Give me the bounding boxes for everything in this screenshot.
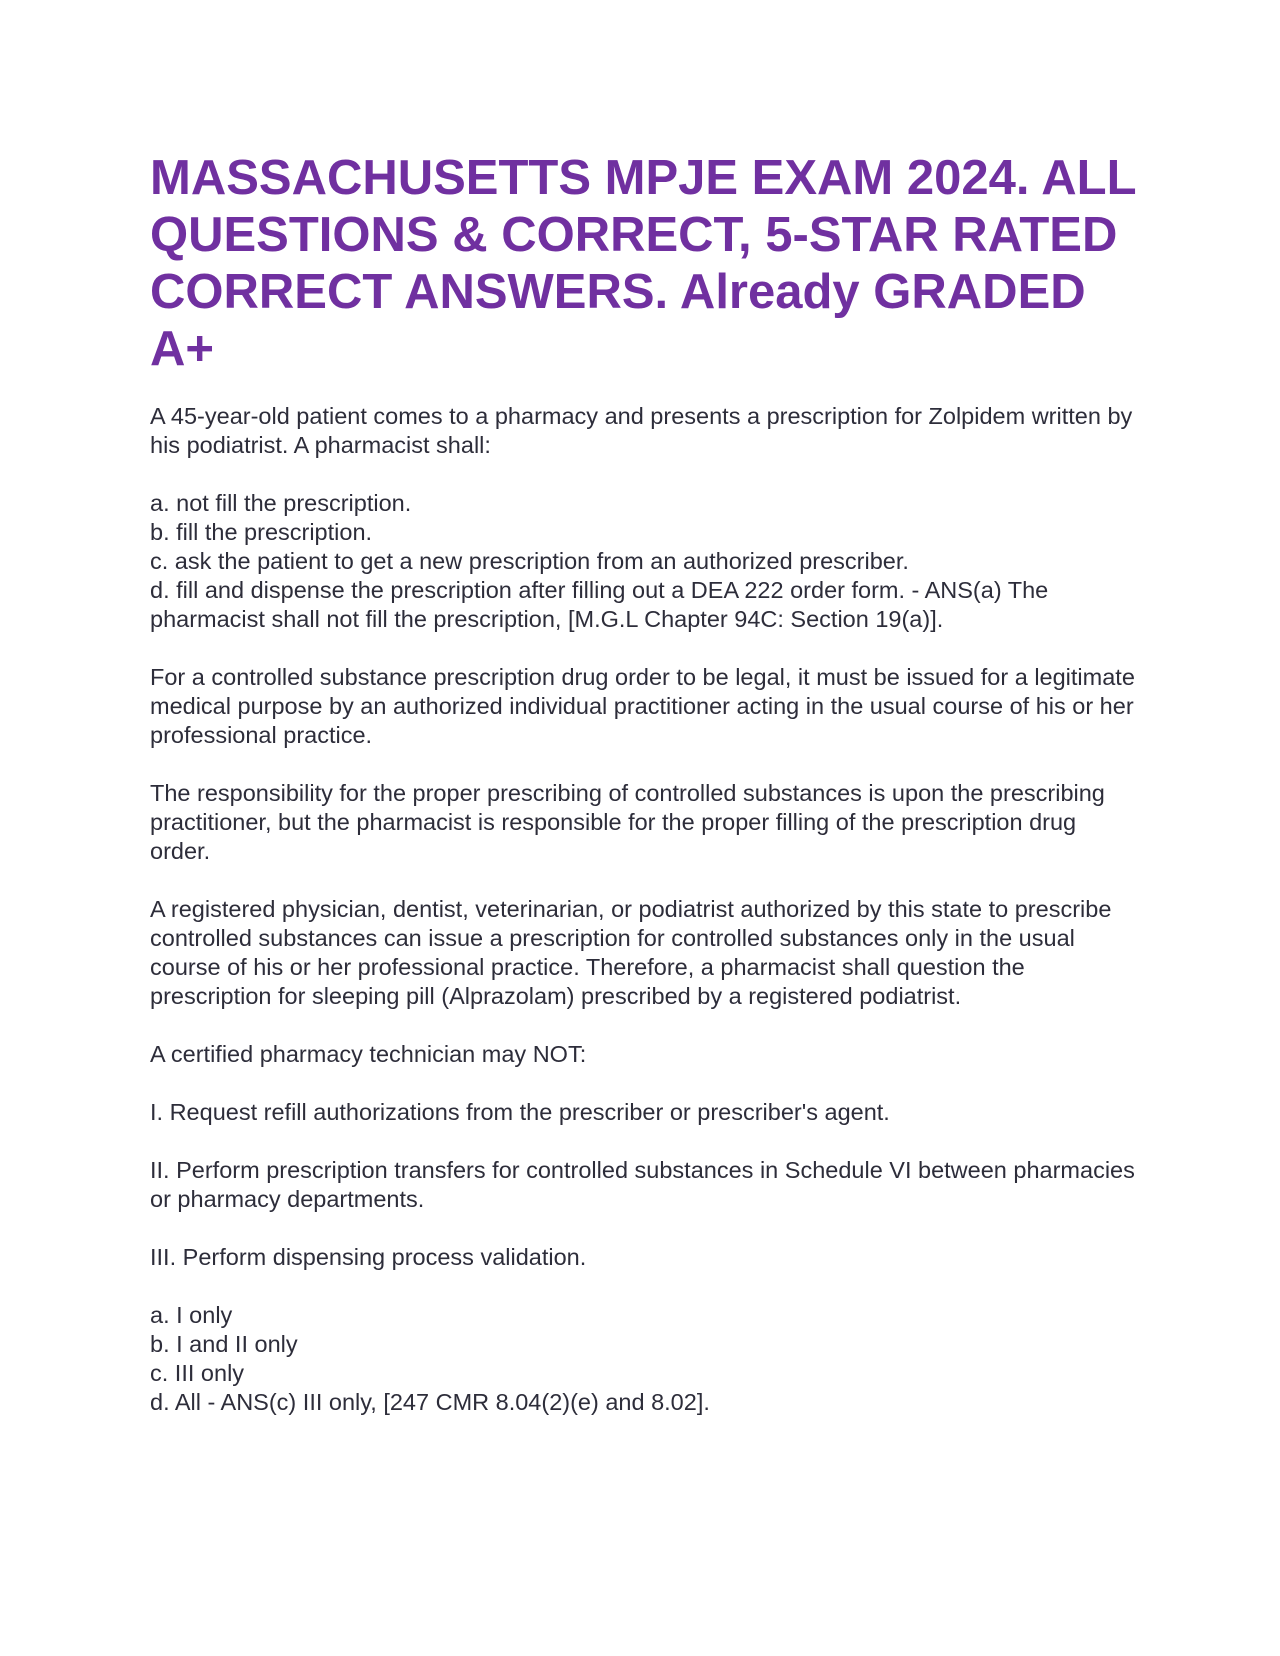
question-1-option-b: b. fill the prescription.: [150, 519, 373, 545]
document-body: [150, 402, 1140, 1417]
explanation-paragraph-2: The responsibility for the proper prescribing of controlled substances is upon the prescribing practitioner, but the pharmacist is responsible for the proper filling of the prescription drug order.: [150, 780, 1105, 864]
question-2-item-1: I. Request refill authorizations from the prescriber or prescriber's agent.: [150, 1099, 890, 1125]
question-1-option-c: c. ask the patient to get a new prescription from an authorized prescriber.: [150, 548, 909, 574]
question-1-options: [150, 489, 1140, 634]
explanation-paragraph-3: A registered physician, dentist, veterinarian, or podiatrist authorized by this state to prescribe controlled substances can issue a prescription for controlled substances only in the usual course of his or her professional practice. Therefore, a pharmacist shall question the prescription for sleeping pill (Alprazolam) prescribed by a registered podiatrist.: [150, 896, 1112, 1009]
question-2-item-3: III. Perform dispensing process validation.: [150, 1244, 587, 1270]
question-2-option-d-answer: d. All - ANS(c) III only, [247 CMR 8.04(2)(e) and 8.02].: [150, 1389, 710, 1415]
document-page: [150, 150, 1140, 1446]
document-title: MASSACHUSETTS MPJE EXAM 2024. ALL QUESTIONS & CORRECT, 5-STAR RATED CORRECT ANSWERS. Already GRADED A+: [150, 151, 1136, 376]
question-2-option-b: b. I and II only: [150, 1331, 298, 1357]
question-1-option-d-answer: d. fill and dispense the prescription after filling out a DEA 222 order form. - ANS(a) The pharmacist shall not fill the prescription, [M.G.L Chapter 94C: Section 19(a)].: [150, 577, 1049, 632]
explanation-paragraph-1: For a controlled substance prescription drug order to be legal, it must be issued for a legitimate medical purpose by an authorized individual practitioner acting in the usual course of his or her professional practice.: [150, 664, 1135, 748]
question-2-options: [150, 1301, 1140, 1417]
question-1-stem: A 45-year-old patient comes to a pharmacy and presents a prescription for Zolpidem written by his podiatrist. A pharmacist shall:: [150, 403, 1133, 458]
question-2-item-2: II. Perform prescription transfers for controlled substances in Schedule VI between pharmacies or pharmacy departments.: [150, 1157, 1135, 1212]
question-1-option-a: a. not fill the prescription.: [150, 490, 412, 516]
question-2-option-a: a. I only: [150, 1302, 233, 1328]
question-2-option-c: c. III only: [150, 1360, 245, 1386]
question-2-stem: A certified pharmacy technician may NOT:: [150, 1041, 587, 1067]
